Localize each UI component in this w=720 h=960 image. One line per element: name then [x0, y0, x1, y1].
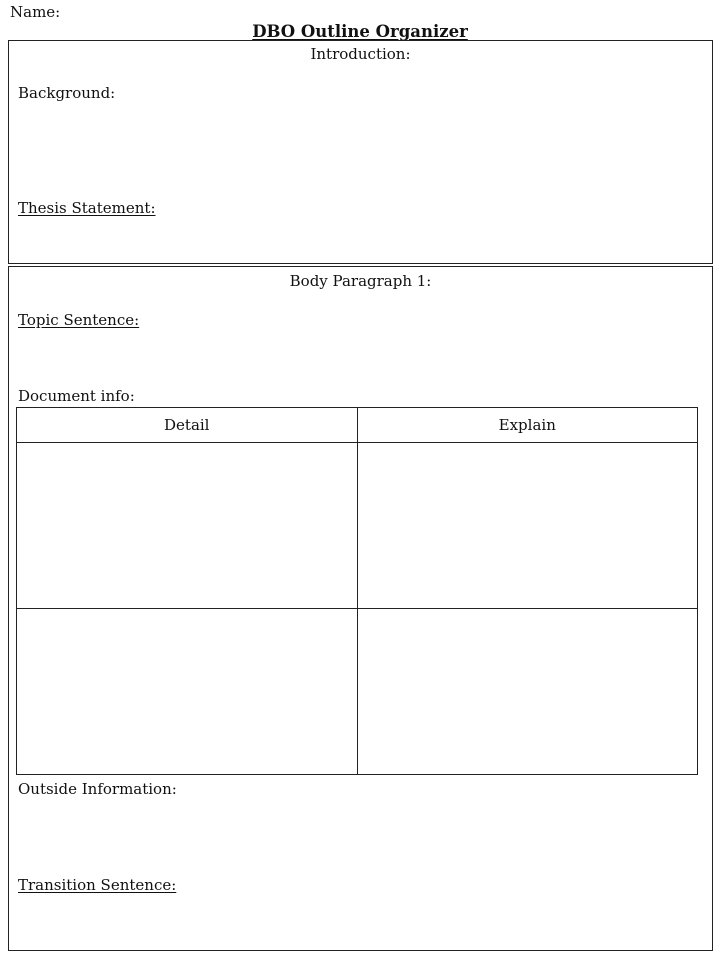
detail-cell[interactable]: [17, 443, 358, 609]
document-info-table: [16, 407, 698, 775]
document-info-label: Document info:: [18, 387, 135, 405]
introduction-heading: Introduction:: [310, 45, 411, 63]
thesis-statement-label: Thesis Statement:: [18, 199, 156, 217]
explain-column-header: Explain: [357, 408, 698, 443]
background-label: Background:: [18, 84, 116, 102]
introduction-section: [8, 40, 713, 264]
table-row: [17, 609, 698, 775]
outside-information-label: Outside Information:: [18, 780, 177, 798]
name-label: Name:: [10, 3, 61, 21]
detail-cell[interactable]: [17, 609, 358, 775]
explain-cell[interactable]: [357, 609, 698, 775]
transition-sentence-label: Transition Sentence:: [18, 876, 177, 894]
explain-cell[interactable]: [357, 443, 698, 609]
page-title: DBO Outline Organizer: [252, 22, 468, 41]
table-header-row: [17, 408, 698, 443]
topic-sentence-label: Topic Sentence:: [18, 311, 140, 329]
body-paragraph-heading: Body Paragraph 1:: [289, 272, 432, 290]
table-row: [17, 443, 698, 609]
body-paragraph-section: [8, 266, 713, 951]
detail-column-header: Detail: [17, 408, 358, 443]
